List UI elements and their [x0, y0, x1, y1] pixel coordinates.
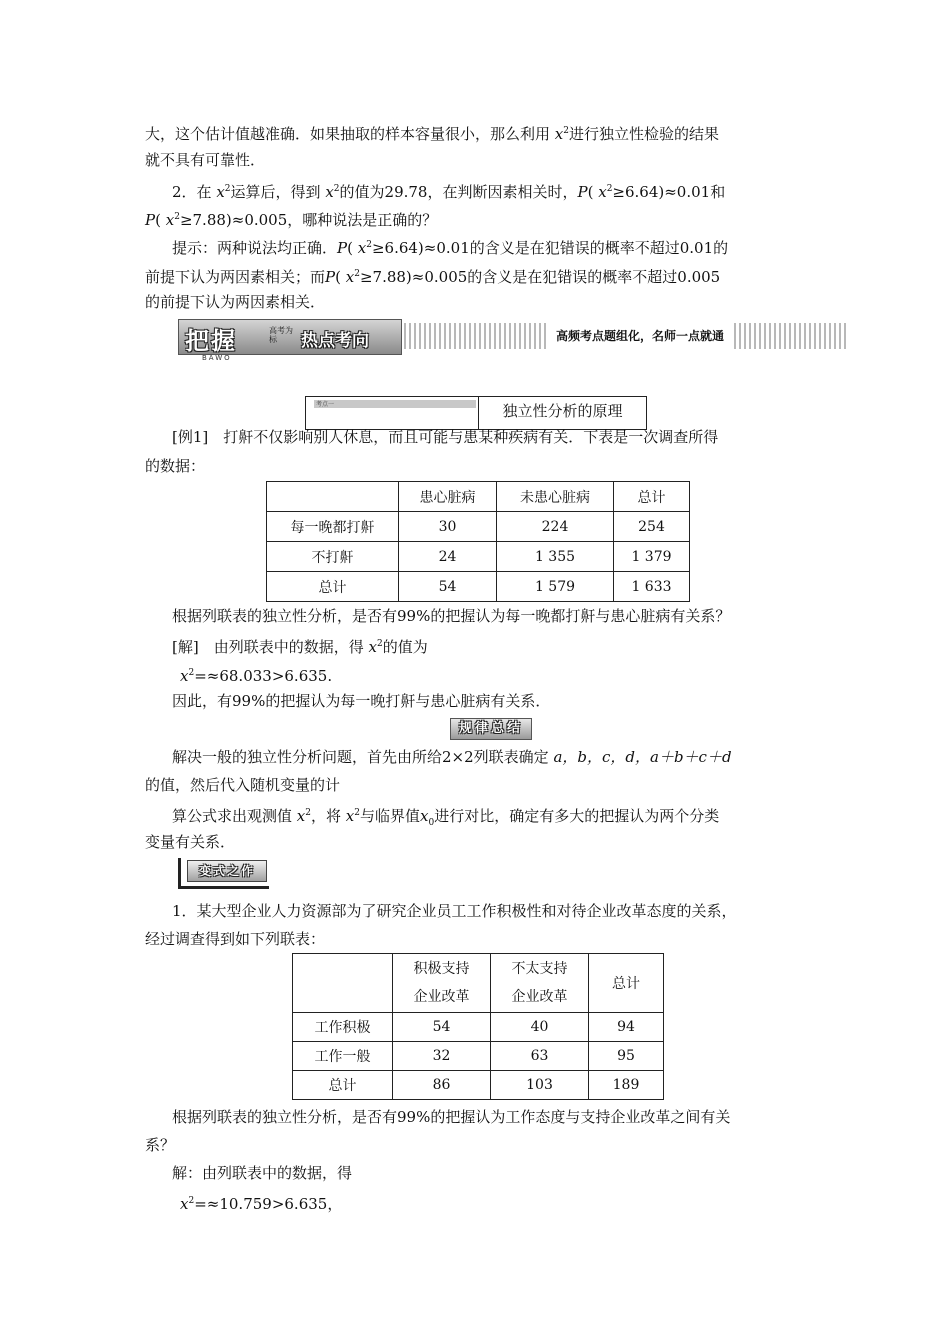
question-text: 根据列联表的独立性分析，是否有99%的把握认为每一晚都打鼾与患心脏病有关系？ — [172, 607, 731, 625]
table-cell: 不打鼾 — [267, 542, 399, 572]
table-row — [293, 1071, 664, 1100]
solution-text: [解] 由列联表中的数据，得 $x^2$的值为 — [172, 638, 428, 656]
table-cell: 40 — [491, 1013, 589, 1042]
topic-label-bar — [314, 400, 476, 408]
table-cell: 总计 — [267, 572, 399, 602]
table-cell: 1 355 — [497, 542, 614, 572]
banner-sub-text: 热点考向 — [301, 331, 369, 351]
table-row — [293, 1042, 664, 1071]
table-cell: 1 579 — [497, 572, 614, 602]
table-cell — [393, 954, 491, 1013]
variant-text: 1．某大型企业人力资源部为了研究企业员工工作积极性和对待企业改革态度的关系， — [172, 902, 737, 920]
table-cell: 1 379 — [614, 542, 690, 572]
table-cell: 103 — [491, 1071, 589, 1100]
table-cell: 224 — [497, 512, 614, 542]
contingency-table-1 — [266, 481, 690, 602]
header-line: 企业改革 — [511, 989, 568, 1005]
table-cell — [491, 954, 589, 1013]
text-line: P( $x^2\ge 7.88)\approx 0.005$，哪种说法是正确的？ — [145, 211, 438, 229]
variant-label — [178, 858, 269, 889]
rule-summary-label: 规律总结 — [450, 718, 532, 740]
topic-title: 独立性分析的原理 — [502, 402, 623, 420]
table-row — [267, 512, 690, 542]
table-row — [267, 542, 690, 572]
table-cell: 总计 — [614, 482, 690, 512]
rule-text: 算公式求出观测值 $x^2$，将 $x^2$与临界值$x_0$进行对比，确定有多大的把握认为两个分类 — [172, 807, 720, 828]
solution-text: 解：由列联表中的数据，得 — [172, 1164, 353, 1182]
solution-text: 因此，有99%的把握认为每一晚打鼾与患心脏病有关系． — [172, 692, 551, 710]
table-cell: 1 633 — [614, 572, 690, 602]
table-cell: 32 — [393, 1042, 491, 1071]
table-cell — [293, 954, 393, 1013]
table-cell: 总计 — [589, 954, 664, 1013]
table-cell: 94 — [589, 1013, 664, 1042]
table-cell: 工作一般 — [293, 1042, 393, 1071]
table-cell: 54 — [399, 572, 497, 602]
table-cell: 86 — [393, 1071, 491, 1100]
table-cell: 患心脏病 — [399, 482, 497, 512]
question-text: 根据列联表的独立性分析，是否有99%的把握认为工作态度与支持企业改革之间有关 — [172, 1108, 731, 1126]
banner-small-text: 高考为标 — [269, 326, 293, 344]
question-text: 系？ — [145, 1136, 176, 1154]
table-row — [267, 572, 690, 602]
header-line: 企业改革 — [413, 989, 470, 1005]
banner-big-text: 把握 — [185, 327, 237, 355]
table-cell: 254 — [614, 512, 690, 542]
contingency-table-2 — [292, 953, 664, 1100]
solution-text: $x^2=\approx 10.759>6.635$， — [180, 1195, 343, 1213]
table-cell: 总计 — [293, 1071, 393, 1100]
banner-tagline: 高频考点题组化，名师一点就通 — [548, 323, 732, 349]
table-cell: 工作积极 — [293, 1013, 393, 1042]
table-cell — [267, 482, 399, 512]
banner-title-block — [178, 319, 402, 355]
text-line: 前提下认为两因素相关；而P( $x^2\ge 7.88)\approx 0.005$的含义是在犯错误的概率不超过0.005 — [145, 268, 721, 286]
table-cell: 54 — [393, 1013, 491, 1042]
table-cell: 每一晚都打鼾 — [267, 512, 399, 542]
table-header-row — [267, 482, 690, 512]
rule-text: 变量有关系． — [145, 833, 236, 851]
text-line: 大，这个估计值越准确．如果抽取的样本容量很小，那么利用 $x^2$进行独立性检验的结果 — [145, 125, 720, 143]
table-cell: 63 — [491, 1042, 589, 1071]
rule-text: 解决一般的独立性分析问题，首先由所给2×2列联表确定 a，b，c，d，a＋b＋c＋d — [172, 748, 732, 766]
table-cell: 30 — [399, 512, 497, 542]
section-banner — [178, 319, 848, 362]
example-text: [例1] 打鼾不仅影响别人休息，而且可能与患某种疾病有关．下表是一次调查所得 — [172, 428, 719, 446]
variant-label-text: 变式之作 — [187, 860, 267, 882]
header-line: 积极支持 — [413, 961, 470, 977]
table-cell: 未患心脏病 — [497, 482, 614, 512]
text-line: 就不具有可靠性． — [145, 151, 266, 169]
text-line: 2．在 $x^2$运算后，得到 $x^2$的值为29.78，在判断因素相关时，P( $x^2\ge 6.64)\approx 0.01$和 — [172, 183, 726, 201]
topic-label: 考点一 — [316, 401, 335, 408]
example-text: 的数据： — [145, 457, 206, 475]
text-line: 的前提下认为两因素相关． — [145, 293, 326, 311]
banner-english: BAWO — [202, 354, 232, 362]
table-cell: 189 — [589, 1071, 664, 1100]
table-header-row — [293, 954, 664, 1013]
solution-text: $x^2=\approx 68.033>6.635$. — [180, 667, 333, 685]
table-cell: 95 — [589, 1042, 664, 1071]
table-row — [293, 1013, 664, 1042]
variant-text: 经过调查得到如下列联表： — [145, 930, 326, 948]
rule-text: 的值，然后代入随机变量的计 — [145, 776, 341, 794]
text-line: 提示：两种说法均正确．P( $x^2\ge 6.64)\approx 0.01$的含义是在犯错误的概率不超过0.01的 — [172, 239, 729, 257]
header-line: 不太支持 — [511, 961, 568, 977]
table-cell: 24 — [399, 542, 497, 572]
